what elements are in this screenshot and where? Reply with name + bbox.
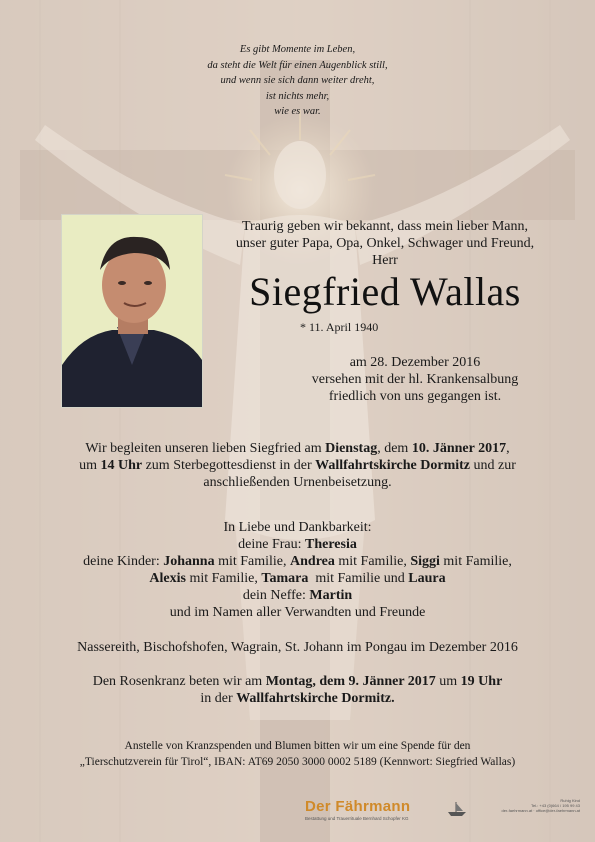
rosary-line-1 — [0, 673, 595, 690]
text: Wir begleiten unseren lieben Siegfried am — [85, 441, 326, 456]
birth-date: * 11. April 1940 — [300, 320, 379, 334]
text: dein Neffe: — [242, 588, 310, 603]
child-name: Andrea — [290, 554, 335, 569]
rosary-line-2 — [0, 690, 595, 707]
child-name: Alexis — [149, 571, 186, 586]
mourners-closing: und im Namen aller Verwandten und Freunde — [169, 605, 426, 620]
donation-line: Anstelle von Kranzspenden und Blumen bitten wir um eine Spende für den — [124, 740, 471, 752]
mourners-intro: In Liebe und Dankbarkeit: — [223, 520, 372, 535]
death-line: friedlich von uns gegangen ist. — [328, 389, 502, 404]
quote-line: und wenn sie sich dann weiter dreht, — [220, 75, 375, 86]
child-name: Siggi — [410, 554, 440, 569]
nephew-name: Martin — [309, 588, 353, 603]
text: und zur — [470, 458, 516, 473]
quote-line: wie es war. — [274, 106, 321, 117]
announcement-line: Herr — [372, 253, 398, 268]
text: mit Familie, — [214, 554, 291, 569]
funeral-details — [0, 440, 595, 491]
mourners-wife — [0, 536, 595, 553]
donation-note — [0, 738, 595, 770]
death-line: versehen mit der hl. Krankensalbung — [311, 372, 519, 387]
logo-subtext: Bestattung und Trauerrituale Bernhard Schopfer KG — [305, 816, 409, 821]
child-name: Laura — [408, 571, 446, 586]
announcement-line: Traurig geben wir bekannt, dass mein lieber Mann, — [241, 219, 529, 234]
text: mit Familie, — [439, 554, 512, 569]
rosary-church: Wallfahrtskirche Dormitz. — [236, 691, 395, 706]
death-notice — [265, 354, 565, 405]
announcement-line: unser guter Papa, Opa, Onkel, Schwager und Freund, — [235, 236, 535, 251]
funeral-date: 10. Jänner 2017 — [411, 441, 507, 456]
funeral-home-logo — [305, 798, 410, 821]
rosary-details — [0, 673, 595, 707]
text: um — [435, 674, 461, 689]
text: deine Frau: — [238, 537, 305, 552]
rosary-date: Montag, dem 9. Jänner 2017 — [265, 674, 436, 689]
rosary-time: 19 Uhr — [460, 674, 503, 689]
funeral-time: 14 Uhr — [100, 458, 143, 473]
mourners — [0, 519, 595, 621]
text: zum Sterbegottesdienst in der — [142, 458, 316, 473]
funeral-line-3: anschließenden Urnenbeisetzung. — [203, 475, 392, 490]
text: Den Rosenkranz beten wir am — [92, 674, 266, 689]
text: mit Familie, — [185, 571, 262, 586]
logo-text: Der Fährmann — [305, 798, 411, 815]
opening-quote — [0, 42, 595, 120]
death-line: am 28. Dezember 2016 — [349, 355, 481, 370]
child-name: Johanna — [163, 554, 215, 569]
text: mit Familie, — [334, 554, 411, 569]
deceased-name: Siegfried Wallas — [249, 269, 521, 314]
contact-line: der-faehrmann.at · office@der-faehrmann.at — [501, 808, 580, 813]
text: deine Kinder: — [83, 554, 164, 569]
funeral-line-2 — [0, 457, 595, 474]
text: in der — [200, 691, 237, 706]
mourners-nephew — [0, 587, 595, 604]
text: um — [79, 458, 101, 473]
announcement — [205, 218, 565, 269]
quote-line: Es gibt Momente im Leben, — [239, 44, 356, 55]
funeral-day: Dienstag — [325, 441, 378, 456]
quote-line: ist nichts mehr, — [265, 90, 330, 102]
mourners-children-1 — [0, 553, 595, 570]
contact-line: Tel.: +43 (0)664 / 195 99 43 — [530, 803, 580, 808]
contact-info — [470, 798, 580, 813]
boat-icon — [446, 800, 468, 818]
quote-line: da steht die Welt für einen Augenblick still, — [207, 59, 388, 71]
donation-line: „Tierschutzverein für Tirol“, IBAN: AT69 2050 3000 0002 5189 (Kennwort: Siegfried Wallas) — [79, 756, 516, 768]
funeral-church: Wallfahrtskirche Dormitz — [315, 458, 471, 473]
portrait-photo — [61, 214, 203, 408]
wife-name: Theresia — [305, 537, 357, 552]
funeral-line-1 — [0, 440, 595, 457]
text: , dem — [377, 441, 412, 456]
contact-line: Ruhig Kind — [560, 798, 580, 803]
mourners-children-2 — [0, 570, 595, 587]
text: mit Familie und — [308, 571, 409, 586]
child-name: Tamara — [261, 571, 309, 586]
text: , — [506, 441, 510, 456]
places-and-date: Nassereith, Bischofshofen, Wagrain, St. Johann im Pongau im Dezember 2016 — [77, 640, 518, 655]
